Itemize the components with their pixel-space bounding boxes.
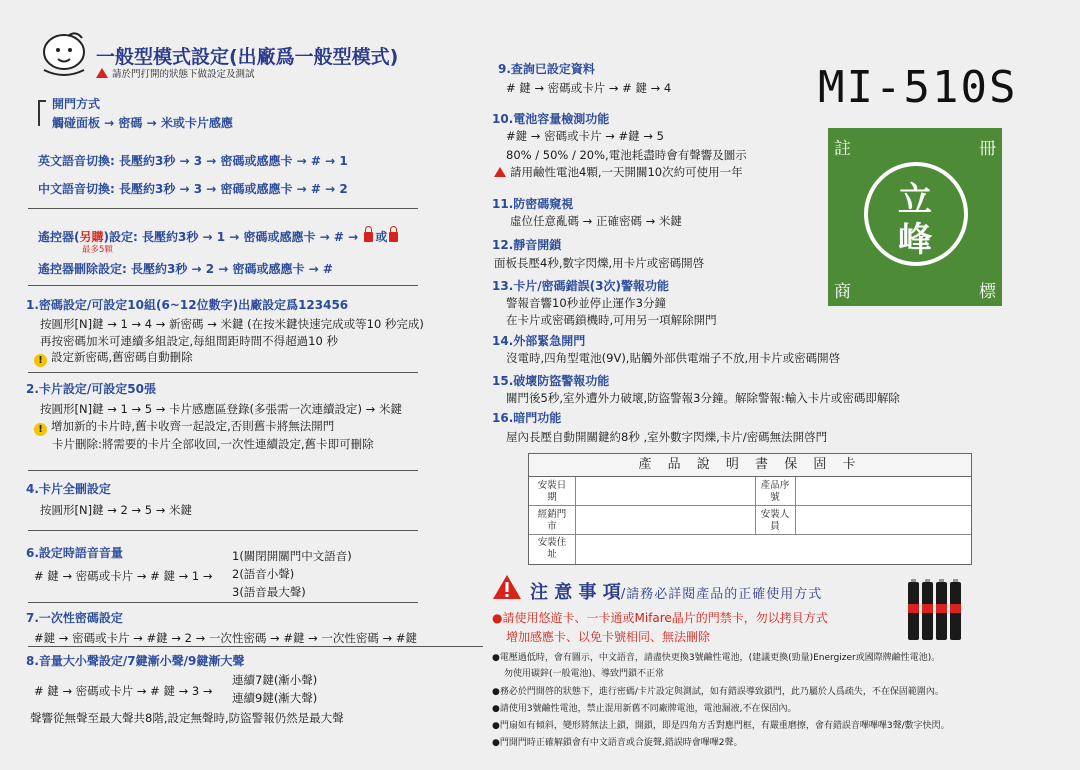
section-16-line: 屋內長壓自動開關鍵約8秒 ,室外數字閃爍,卡片/密碼無法開啓門 bbox=[506, 430, 828, 444]
battery-icon bbox=[950, 582, 961, 640]
section-6-line: # 鍵 → 密碼或卡片 → # 鍵 → 1 → bbox=[34, 569, 213, 583]
section-1-title: 1.密碼設定/可設定10組(6~12位數字)出廠設定爲123456 bbox=[26, 298, 349, 312]
page-title: 一般型模式設定(出廠爲一般型模式) bbox=[96, 46, 399, 68]
table-line bbox=[755, 477, 756, 534]
section-11-title: 11.防密碼窺視 bbox=[492, 197, 574, 211]
table-line bbox=[529, 505, 971, 506]
lock-icon bbox=[364, 232, 373, 242]
logo-char: 立 bbox=[898, 180, 932, 220]
exclamation-icon: ! bbox=[34, 423, 47, 436]
page-subtitle: 請於門打開的狀態下做設定及測試 bbox=[96, 66, 255, 80]
section-8-title: 8.音量大小聲設定/7鍵漸小聲/9鍵漸大聲 bbox=[26, 654, 245, 668]
warning-icon bbox=[96, 68, 108, 78]
section-2-line: 卡片刪除:將需要的卡片全部收回,一次性連續設定,舊卡即可刪除 bbox=[52, 437, 374, 451]
warning-icon bbox=[494, 167, 506, 177]
address-label: 安裝住址 bbox=[537, 537, 567, 560]
notice-title: 注 意 事 項/請務必詳閱產品的正確使用方式 bbox=[530, 582, 823, 603]
warranty-card-title: 產 品 說 明 書 保 固 卡 bbox=[529, 454, 971, 477]
section-2-line: 按圓形[N]鍵 → 1 → 5 → 卡片感應區登錄(多張需一次連續設定) → 米鍵 bbox=[40, 402, 402, 416]
section-4-line: 按圓形[N]鍵 → 2 → 5 → 米鍵 bbox=[40, 503, 193, 517]
table-line bbox=[529, 534, 971, 535]
installer-label: 安裝人員 bbox=[760, 509, 790, 532]
section-13-line: 在卡片或密碼鎖機時,可用另一項解除開門 bbox=[506, 313, 717, 327]
open-method-title: 開門方式 bbox=[52, 97, 101, 111]
section-2-note: ! 增加新的卡片時,舊卡收齊一起設定,否則舊卡將無法開門 bbox=[34, 418, 334, 436]
brand-logo bbox=[828, 128, 1002, 306]
battery-icon bbox=[922, 582, 933, 640]
remote-set-line: 遙控器(另購)設定: 長壓約3秒 → 1 → 密碼或感應卡 → # → 或 bbox=[38, 228, 400, 245]
divider bbox=[28, 602, 418, 603]
logo-char: 峰 bbox=[898, 220, 932, 260]
section-6-option: 2(語音小聲) bbox=[232, 567, 295, 581]
open-method-line: 觸碰面板 → 密碼 → 米或卡片感應 bbox=[52, 116, 233, 130]
section-4-title: 4.卡片全刪設定 bbox=[26, 482, 111, 496]
section-8-option: 連續7鍵(漸小聲) bbox=[232, 673, 318, 687]
notice-red-line: ●請使用悠遊卡、一卡通或Mifare晶片的門禁卡，勿以拷貝方式 bbox=[492, 611, 828, 625]
exclamation-icon: ! bbox=[34, 354, 47, 367]
section-13-title: 13.卡片/密碼錯誤(3次)警報功能 bbox=[492, 279, 669, 293]
logo-char: 標 bbox=[979, 282, 996, 302]
notice-item: ●電壓過低時，會有圖示，中文語音，請盡快更換3號鹼性電池，(建議更換(勁量)Energizer或國際牌鹼性電池)。 bbox=[492, 653, 941, 663]
remote-delete-line: 遙控器刪除設定: 長壓約3秒 → 2 → 密碼或感應卡 → # bbox=[38, 262, 333, 276]
section-1-line: 再按密碼加米可連續多組設定,每組間距時間不得超過10 秒 bbox=[40, 334, 338, 348]
section-13-line: 警報音響10秒並停止運作3分鐘 bbox=[506, 296, 666, 310]
section-15-title: 15.破壞防盜警報功能 bbox=[492, 374, 610, 388]
dealer-label: 經銷門市 bbox=[537, 509, 567, 532]
notice-item: ●請使用3號鹼性電池，禁止混用新舊不同廠牌電池，電池漏液,不在保固內。 bbox=[492, 704, 797, 714]
divider bbox=[28, 470, 418, 471]
section-1-note: ! 設定新密碼,舊密碼自動刪除 bbox=[34, 349, 193, 367]
section-9-line: # 鍵 → 密碼或卡片 → # 鍵 → 4 bbox=[506, 81, 672, 95]
model-number: MI-510S bbox=[818, 62, 1018, 113]
section-10-line: #鍵 → 密碼或卡片 → #鍵 → 5 bbox=[506, 129, 664, 143]
section-12-title: 12.靜音開鎖 bbox=[492, 238, 562, 252]
divider bbox=[28, 285, 418, 286]
remote-max-note: 最多5顆 bbox=[82, 245, 113, 255]
serial-label: 產品序號 bbox=[760, 480, 790, 503]
section-7-line: #鍵 → 密碼或卡片 → #鍵 → 2 → 一次性密碼 → #鍵 → 一次性密碼 → #鍵 bbox=[34, 631, 417, 645]
section-6-title: 6.設定時語音音量 bbox=[26, 546, 123, 560]
section-16-title: 16.暗門功能 bbox=[492, 411, 562, 425]
section-14-line: 沒電時,四角型電池(9V),貼觸外部供電端子不放,用卡片或密碼開啓 bbox=[506, 351, 841, 365]
section-11-line: 虛位任意亂碼 → 正確密碼 → 米鍵 bbox=[510, 214, 682, 228]
section-7-title: 7.一次性密碼設定 bbox=[26, 611, 123, 625]
battery-icon bbox=[908, 582, 919, 640]
section-1-line: 按圓形[N]鍵 → 1 → 4 → 新密碼 → 米鍵 (在按米鍵快速完成或等10 秒完成) bbox=[40, 317, 424, 331]
notice-item: ●務必於門開啓的狀態下，進行密碼/卡片設定與測試，如有錯誤導致鎖門，此乃屬於人爲疏失，不在保固範圍內。 bbox=[492, 687, 944, 697]
section-8-line: 聲響從無聲至最大聲共8階,設定無聲時,防盜警報仍然是最大聲 bbox=[30, 711, 344, 725]
mascot-icon bbox=[38, 32, 94, 78]
section-10-note: 請用鹼性電池4顆,一天開關10次約可使用一年 bbox=[494, 164, 743, 180]
warranty-card bbox=[528, 453, 972, 565]
open-bracket bbox=[38, 100, 46, 126]
divider bbox=[28, 646, 483, 647]
section-15-line: 關門後5秒,室外遭外力破壞,防盜警報3分鐘。解除警報:輸入卡片或密碼即解除 bbox=[506, 391, 900, 405]
section-9-title: 9.查詢已設定資料 bbox=[498, 62, 595, 76]
notice-red-line: 增加感應卡、以免卡號相同、無法刪除 bbox=[506, 630, 711, 644]
section-10-title: 10.電池容量檢測功能 bbox=[492, 112, 610, 126]
section-6-option: 1(關閉開關門中文語音) bbox=[232, 549, 352, 563]
divider bbox=[28, 208, 418, 209]
logo-char: 商 bbox=[834, 282, 851, 302]
logo-char: 冊 bbox=[979, 139, 996, 159]
table-line bbox=[575, 477, 576, 564]
warning-icon bbox=[492, 574, 522, 600]
section-14-title: 14.外部緊急開門 bbox=[492, 334, 586, 348]
unlock-icon bbox=[389, 232, 398, 242]
table-line bbox=[795, 477, 796, 534]
section-12-line: 面板長壓4秒,數字閃爍,用卡片或密碼開啓 bbox=[494, 256, 705, 270]
section-10-line: 80% / 50% / 20%,電池耗盡時會有聲響及圖示 bbox=[506, 148, 747, 162]
section-6-option: 3(語音最大聲) bbox=[232, 585, 306, 599]
notice-item: 勿使用碳鋅(一般電池)、導致門鎖不正常 bbox=[504, 669, 665, 679]
section-8-option: 連續9鍵(漸大聲) bbox=[232, 691, 318, 705]
divider bbox=[28, 372, 418, 373]
logo-char: 註 bbox=[834, 139, 851, 159]
section-2-title: 2.卡片設定/可設定50張 bbox=[26, 382, 156, 396]
en-voice-line: 英文語音切換: 長壓約3秒 → 3 → 密碼或感應卡 → # → 1 bbox=[38, 154, 348, 168]
install-date-label: 安裝日期 bbox=[537, 480, 567, 503]
zh-voice-line: 中文語音切換: 長壓約3秒 → 3 → 密碼或感應卡 → # → 2 bbox=[38, 182, 348, 196]
battery-icon bbox=[936, 582, 947, 640]
section-8-line: # 鍵 → 密碼或卡片 → # 鍵 → 3 → bbox=[34, 684, 213, 698]
divider bbox=[28, 530, 418, 531]
notice-item: ●門扇如有傾斜，變形將無法上鎖，開鎖，即是四角方舌對應門框，有嚴重磨擦，會有錯誤音嗶嗶嗶3聲/數字快閃。 bbox=[492, 721, 950, 731]
notice-item: ●門開門時正確解鎖會有中文語音或合旋聲,錯誤時會嗶嗶2聲。 bbox=[492, 738, 743, 748]
